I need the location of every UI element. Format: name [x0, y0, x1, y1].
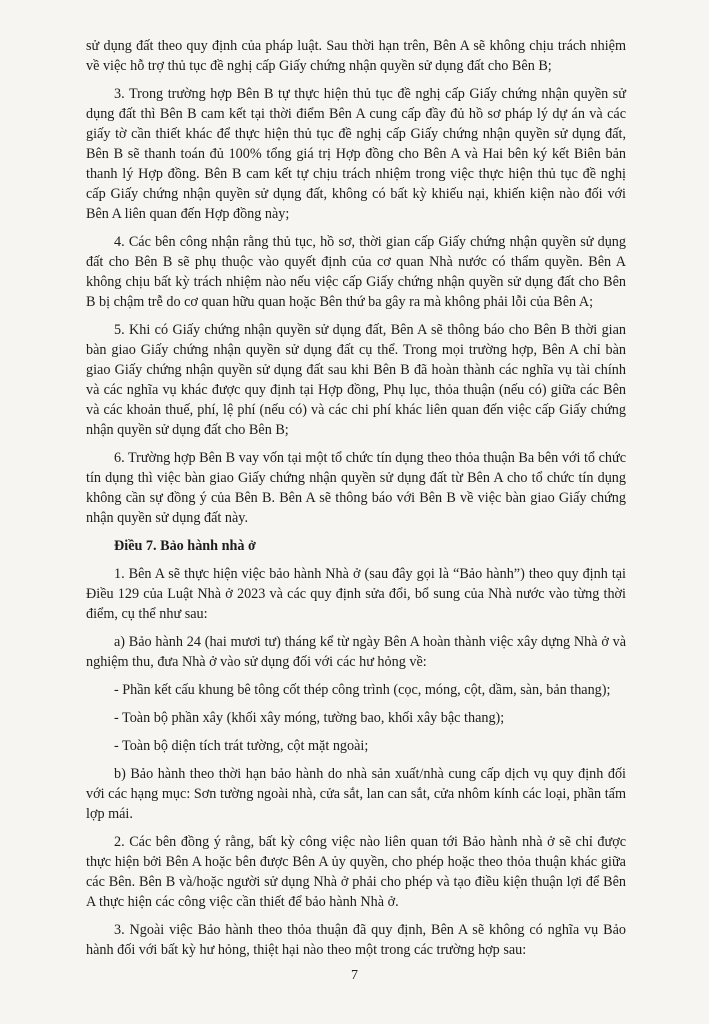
clause-5: 5. Khi có Giấy chứng nhận quyền sử dụng đất, Bên A sẽ thông báo cho Bên B thời gian bàn giao Giấy chứng nhận quyền sử dụng đất cụ thể. Trong mọi trường hợp, Bên A chỉ bàn giao Giấy chứng nhận quyền sử dụng đất sau khi Bên B đã hoàn thành các nghĩa vụ tài chính và các nghĩa vụ khác được quy định tại Hợp đồng, Phụ lục, thỏa thuận (nếu có) giữa các Bên và các khoản thuế, phí, lệ phí (nếu có) và các chi phí khác liên quan đến việc cấp Giấy chứng nhận quyền sử dụng đất cho Bên B;: [86, 322, 626, 438]
paragraph-continuation: sử dụng đất theo quy định của pháp luật. Sau thời hạn trên, Bên A sẽ không chịu trách nhiệm về việc hỗ trợ thủ tục đề nghị cấp Giấy chứng nhận quyền sử dụng đất cho Bên B;: [86, 38, 626, 74]
clause-6: 6. Trường hợp Bên B vay vốn tại một tổ chức tín dụng theo thỏa thuận Ba bên với tổ chức tín dụng thì việc bàn giao Giấy chứng nhận quyền sử dụng đất từ Bên A cho tổ chức tín dụng không cần sự đồng ý của Bên B. Bên A sẽ thông báo với Bên B về việc bàn giao Giấy chứng nhận quyền sử dụng đất này.: [86, 450, 626, 526]
clause-4: 4. Các bên công nhận rằng thủ tục, hồ sơ, thời gian cấp Giấy chứng nhận quyền sử dụng đất cho Bên B sẽ phụ thuộc vào quyết định của cơ quan Nhà nước có thẩm quyền. Bên A không chịu bất kỳ trách nhiệm nào nếu việc cấp Giấy chứng nhận quyền sử dụng đất cho Bên B bị chậm trễ do cơ quan hữu quan hoặc Bên thứ ba gây ra mà không phải lỗi của Bên A;: [86, 234, 626, 310]
article-7-clause-1b: b) Bảo hành theo thời hạn bảo hành do nhà sản xuất/nhà cung cấp dịch vụ quy định đối với các hạng mục: Sơn tường ngoài nhà, cửa sắt, lan can sắt, cửa nhôm kính các loại, phần tấm lợp mái.: [86, 766, 626, 822]
page-number: 7: [351, 968, 358, 983]
list-item: - Toàn bộ phần xây (khối xây móng, tường bao, khối xây bậc thang);: [114, 710, 505, 726]
article-7-heading: Điều 7. Bảo hành nhà ở: [114, 538, 256, 554]
article-7-clause-1: 1. Bên A sẽ thực hiện việc bảo hành Nhà ở (sau đây gọi là “Bảo hành”) theo quy định tại Điều 129 của Luật Nhà ở 2023 và các quy định sửa đổi, bổ sung của Nhà nước vào từng thời điểm, cụ thể như sau:: [86, 566, 626, 622]
list-item: - Phần kết cấu khung bê tông cốt thép công trình (cọc, móng, cột, dầm, sàn, bản thang);: [114, 682, 611, 698]
article-7-clause-2: 2. Các bên đồng ý rằng, bất kỳ công việc nào liên quan tới Bảo hành nhà ở sẽ chỉ được thực hiện bởi Bên A hoặc bên được Bên A ủy quyền, cho phép hoặc theo thỏa thuận khác giữa các Bên. Bên B và/hoặc người sử dụng Nhà ở phải cho phép và tạo điều kiện thuận lợi để Bên A thực hiện các công việc cần thiết để bảo hành Nhà ở.: [86, 834, 626, 910]
list-item: - Toàn bộ diện tích trát tường, cột mặt ngoài;: [114, 738, 369, 754]
article-7-clause-1a: a) Bảo hành 24 (hai mươi tư) tháng kể từ ngày Bên A hoàn thành việc xây dựng Nhà ở và nghiệm thu, đưa Nhà ở vào sử dụng đối với các hư hỏng về:: [86, 634, 626, 670]
article-7-clause-3: 3. Ngoài việc Bảo hành theo thỏa thuận đã quy định, Bên A sẽ không có nghĩa vụ Bảo hành đối với bất kỳ hư hỏng, thiệt hại nào theo một trong các trường hợp sau:: [86, 922, 626, 958]
document-body: [86, 36, 626, 968]
clause-3: 3. Trong trường hợp Bên B tự thực hiện thủ tục đề nghị cấp Giấy chứng nhận quyền sử dụng đất thì Bên B cam kết tại thời điểm Bên A cung cấp đầy đủ hồ sơ pháp lý dự án và các giấy tờ cần thiết khác để thực hiện thủ tục đề nghị cấp Giấy chứng nhận quyền sử dụng đất, Bên B sẽ thanh toán đủ 100% tổng giá trị Hợp đồng cho Bên A và Hai bên ký kết Biên bản thanh lý Hợp đồng. Bên B cam kết tự chịu trách nhiệm trong việc thực hiện thủ tục đề nghị cấp Giấy chứng nhận quyền sử dụng đất, không có bất kỳ khiếu nại, khiến kiện nào đối với Bên A liên quan đến Hợp đồng này;: [86, 86, 626, 222]
